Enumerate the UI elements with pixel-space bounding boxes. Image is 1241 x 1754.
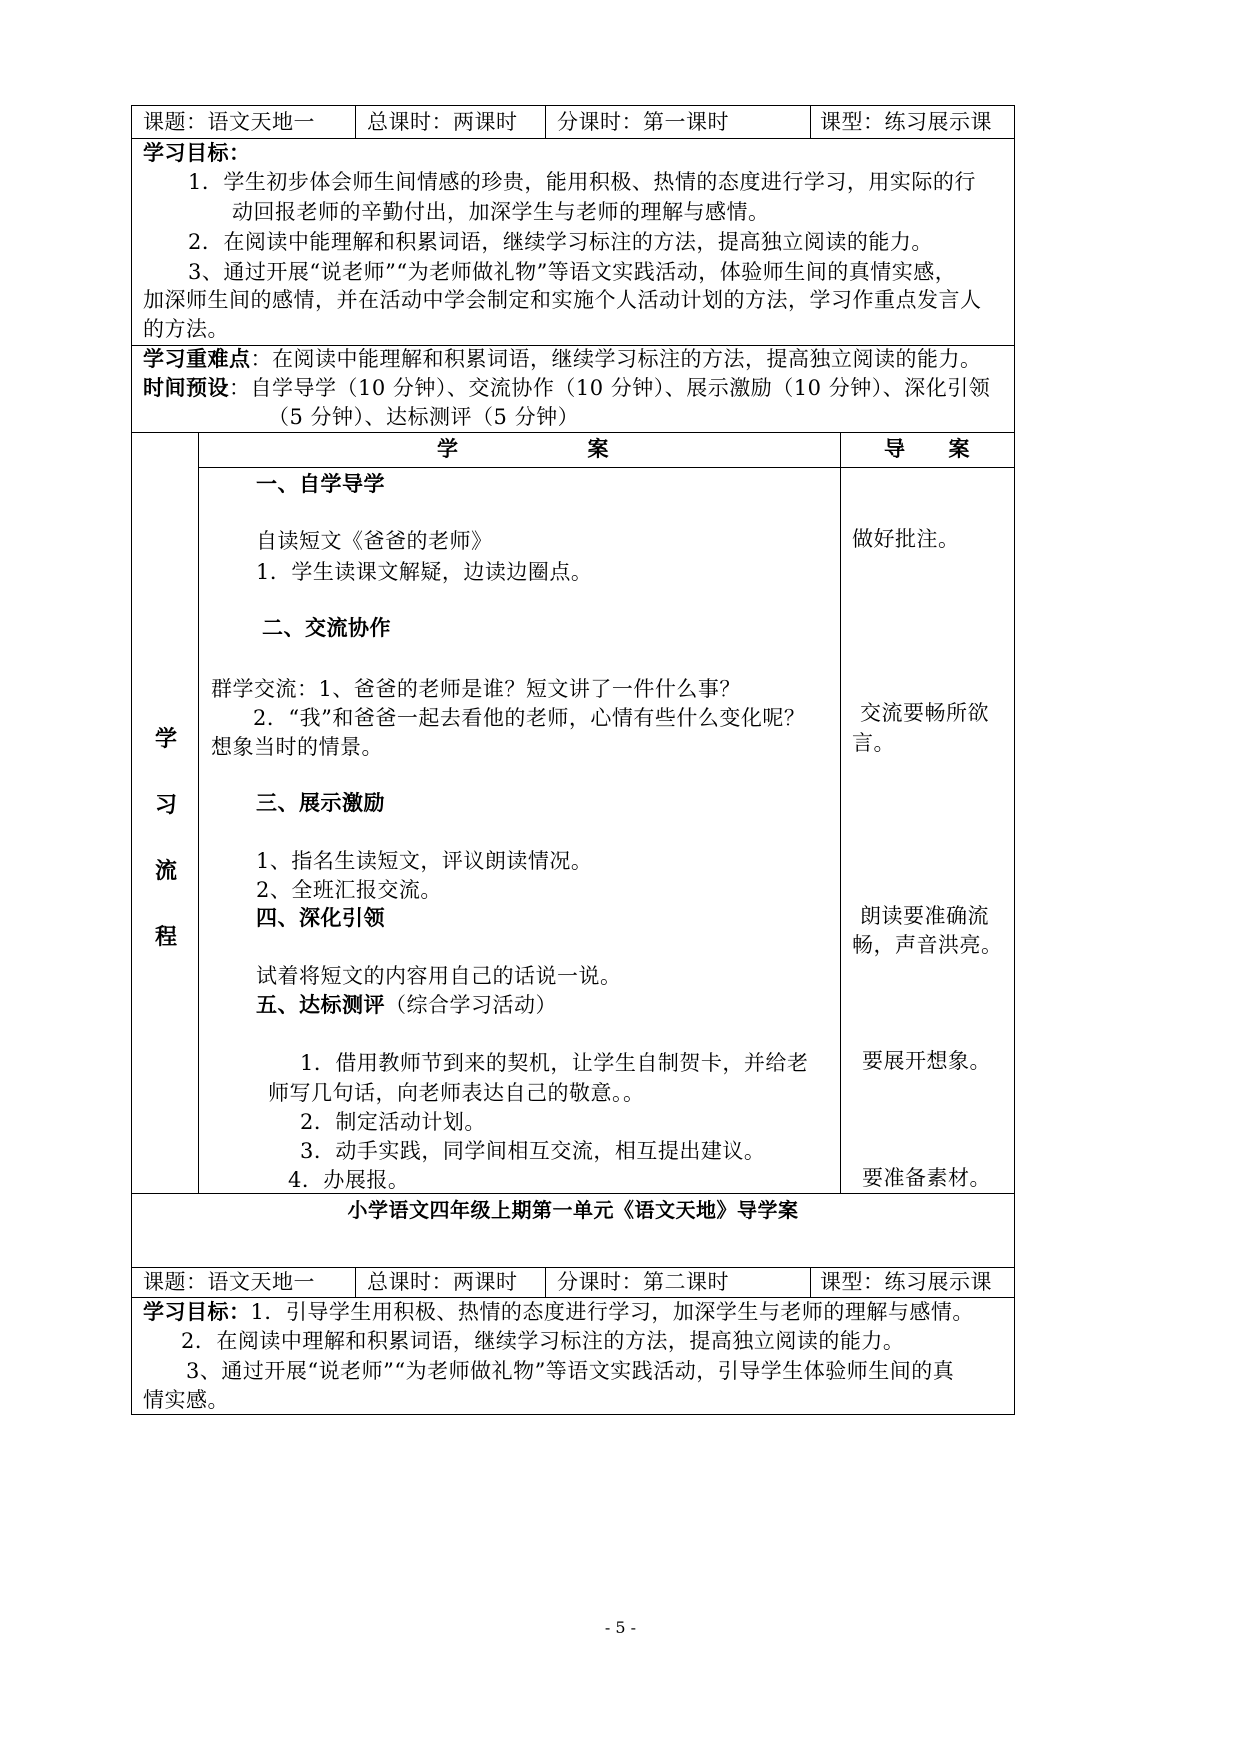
section-title: 三、展示激励: [256, 791, 385, 815]
section-title: 四、深化引领: [256, 906, 385, 930]
col-guide-header: 导 案: [884, 437, 970, 461]
time-line1: ：自学导学（10 分钟）、交流协作（10 分钟）、展示激励（10 分钟）、深化引领: [229, 376, 991, 400]
divider: [355, 105, 356, 138]
lesson2-type: 课型：练习展示课: [820, 1270, 992, 1294]
lesson2-goal-line: 3、通过开展“说老师”“为老师做礼物”等语文实践活动，引导学生体验师生间的真: [186, 1359, 955, 1383]
section-line: 3．动手实践，同学间相互交流，相互提出建议。: [300, 1139, 766, 1163]
lesson2-period: 分课时：第二课时: [557, 1270, 729, 1294]
guide-note: 畅，声音洪亮。: [852, 933, 1003, 957]
divider: [545, 1267, 546, 1297]
divider: [810, 105, 811, 138]
lesson1-goal-line: 1．学生初步体会师生间情感的珍贵，能用积极、热情的态度进行学习，用实际的行: [188, 170, 976, 194]
section-line: 师写几句话，向老师表达自己的敬意。。: [268, 1081, 645, 1105]
section-line: 1．借用教师节到来的契机，让学生自制贺卡，并给老: [300, 1051, 809, 1075]
lesson2-goal-line: 2．在阅读中理解和积累词语，继续学习标注的方法，提高独立阅读的能力。: [181, 1329, 905, 1353]
col-study-header: 学 案: [437, 437, 609, 461]
lesson1-goal-line: 加深师生间的感情，并在活动中学会制定和实施个人活动计划的方法，学习作重点发言人: [143, 288, 982, 312]
lesson2-goals-row: [143, 1296, 974, 1328]
key-points-label: 学习重难点: [143, 347, 251, 371]
process-char: 流: [154, 859, 177, 884]
lesson1-type: 课型：练习展示课: [820, 110, 992, 134]
lesson2-topic: 课题：语文天地一: [143, 1270, 315, 1294]
section-line: 群学交流：1、爸爸的老师是谁？短文讲了一件什么事？: [211, 677, 741, 701]
time-label: 时间预设: [143, 376, 229, 400]
guide-note: 言。: [852, 731, 895, 755]
section-title: 五、达标测评: [256, 993, 385, 1017]
divider: [810, 1267, 811, 1297]
guide-note: 做好批注。: [852, 527, 960, 551]
lesson1-goal-line: 3、通过开展“说老师”“为老师做礼物”等语文实践活动，体验师生间的真情实感，: [188, 260, 957, 284]
divider: [198, 432, 199, 1194]
process-char: 程: [154, 925, 177, 950]
page-number: - 5 -: [604, 1618, 637, 1637]
guide-note: 要展开想象。: [862, 1049, 991, 1073]
guide-note: 朗读要准确流: [860, 904, 989, 928]
divider: [355, 1267, 356, 1297]
lesson1-goal-line: 2．在阅读中能理解和积累词语，继续学习标注的方法，提高独立阅读的能力。: [188, 230, 933, 254]
section-line: 2．制定活动计划。: [300, 1110, 486, 1134]
section-title-row: [256, 989, 557, 1021]
lesson1-goal-line: 动回报老师的辛勤付出，加深学生与老师的理解与感情。: [232, 200, 770, 224]
lesson2-goals-title: 学习目标：: [143, 1300, 251, 1324]
document-title: 小学语文四年级上期第一单元《语文天地》导学案: [347, 1198, 799, 1222]
guide-note: 要准备素材。: [862, 1166, 991, 1190]
lesson1-key-points: [143, 343, 982, 375]
process-char: 学: [154, 727, 177, 752]
section-title-note: （综合学习活动）: [385, 993, 557, 1017]
divider: [131, 138, 1015, 139]
section-line: 想象当时的情景。: [211, 735, 383, 759]
process-char: 习: [154, 793, 177, 818]
divider: [840, 432, 841, 1194]
lesson1-time: [143, 372, 990, 404]
section-line: 2．“我”和爸爸一起去看他的老师，心情有些什么变化呢？: [253, 706, 806, 730]
lesson2-goal-line: 1．引导学生用积极、热情的态度进行学习，加深学生与老师的理解与感情。: [250, 1300, 974, 1324]
section-title: 二、交流协作: [262, 616, 391, 640]
section-title: 一、自学导学: [256, 472, 385, 496]
section-line: 2、全班汇报交流。: [256, 878, 442, 902]
lesson2-goal-line: 情实感。: [143, 1388, 229, 1412]
section-line: 4．办展报。: [288, 1168, 410, 1192]
lesson1-total-hours: 总课时：两课时: [367, 110, 518, 134]
lesson1-goals-title: 学习目标：: [143, 141, 251, 165]
lesson2-total-hours: 总课时：两课时: [367, 1270, 518, 1294]
divider: [545, 105, 546, 138]
process-label: [151, 725, 181, 989]
section-line: 自读短文《爸爸的老师》: [256, 529, 493, 553]
section-line: 1．学生读课文解疑，边读边圈点。: [256, 560, 593, 584]
guide-note: 交流要畅所欲: [860, 701, 989, 725]
section-line: 试着将短文的内容用自己的话说一说。: [256, 964, 622, 988]
key-points-text: ：在阅读中能理解和积累词语，继续学习标注的方法，提高独立阅读的能力。: [250, 347, 982, 371]
lesson1-topic: 课题：语文天地一: [143, 110, 315, 134]
lesson1-period: 分课时：第一课时: [557, 110, 729, 134]
section-line: 1、指名生读短文，评议朗读情况。: [256, 849, 593, 873]
lesson1-goal-line: 的方法。: [143, 317, 229, 341]
lesson1-time-line2: （5 分钟）、达标测评（5 分钟）: [268, 405, 580, 429]
